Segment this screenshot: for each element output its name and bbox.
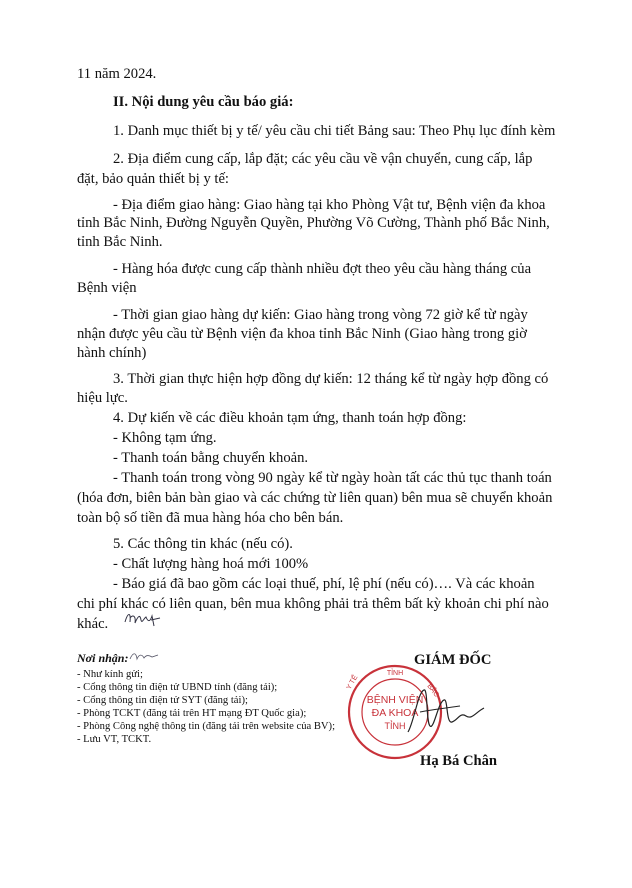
recipient-item: - Phòng TCKT (đăng tải trên HT mạng ĐT Quốc gia); bbox=[77, 708, 307, 719]
item-4: 4. Dự kiến về các điều khoản tạm ứng, thanh toán hợp đồng: bbox=[113, 410, 467, 426]
date-line: 11 năm 2024. bbox=[77, 66, 157, 82]
price-includes-line1: - Báo giá đã bao gồm các loại thuế, phí, lệ phí (nếu có)…. Và các khoản bbox=[113, 576, 535, 592]
director-signature bbox=[400, 682, 490, 752]
no-advance: - Không tạm ứng. bbox=[113, 430, 217, 446]
item-2-line1: 2. Địa điểm cung cấp, lắp đặt; các yêu cầu về vận chuyển, cung cấp, lắp bbox=[113, 151, 533, 167]
recipient-item: - Phòng Công nghệ thông tin (đăng tải trên website của BV); bbox=[77, 721, 336, 732]
payment-term-line3: toàn bộ số tiền đã mua hàng hóa cho bên bán. bbox=[77, 510, 344, 526]
delivery-time-line3: hành chính) bbox=[77, 345, 147, 361]
recipients-initials bbox=[128, 649, 162, 663]
delivery-time-line2: nhận được yêu cầu từ Bệnh viện đa khoa tỉnh Bắc Ninh (Giao hàng trong giờ bbox=[77, 326, 527, 342]
stamp-top-text: TỈNH bbox=[386, 670, 404, 677]
price-includes-line2: chi phí khác có liên quan, bên mua không phải trả thêm bất kỳ khoản chi phí nào bbox=[77, 596, 549, 612]
price-includes-line3: khác. bbox=[77, 616, 109, 632]
stamp-line1: BỆNH VIỆN bbox=[366, 694, 424, 706]
item-3-line2: hiệu lực. bbox=[77, 390, 128, 406]
item-5: 5. Các thông tin khác (nếu có). bbox=[113, 536, 293, 552]
section-title: II. Nội dung yêu cầu báo giá: bbox=[113, 94, 294, 110]
stamp-left-text: Y TẾ bbox=[345, 674, 360, 691]
recipient-item: - Như kính gửi; bbox=[77, 669, 143, 680]
payment-term-line1: - Thanh toán trong vòng 90 ngày kể từ ngày hoàn tất các thủ tục thanh toán bbox=[113, 470, 552, 486]
recipient-item: - Lưu VT, TCKT. bbox=[77, 734, 152, 745]
item-1: 1. Danh mục thiết bị y tế/ yêu cầu chi tiết Bảng sau: Theo Phụ lục đính kèm bbox=[113, 123, 556, 139]
recipients-title: Nơi nhận: bbox=[77, 651, 129, 665]
delivery-place-line3: tỉnh Bắc Ninh. bbox=[77, 234, 163, 250]
goods-supply-line2: Bệnh viện bbox=[77, 280, 137, 296]
stamp-line2: ĐA KHOA bbox=[371, 707, 419, 719]
quality-line: - Chất lượng hàng hoá mới 100% bbox=[113, 556, 309, 572]
stamp-line3: TỈNH bbox=[384, 721, 406, 731]
item-2-line2: đặt, bảo quản thiết bị y tế: bbox=[77, 171, 229, 187]
stamp-right-text: BẮC bbox=[425, 682, 440, 699]
signer-name: Hạ Bá Chân bbox=[420, 753, 498, 769]
transfer-payment: - Thanh toán bằng chuyển khoản. bbox=[113, 450, 309, 466]
initials-signature bbox=[122, 608, 166, 630]
item-3-line1: 3. Thời gian thực hiện hợp đồng dự kiến: 12 tháng kể từ ngày hợp đồng có bbox=[113, 371, 549, 387]
delivery-place-line2: tỉnh Bắc Ninh, Đường Nguyễn Quyền, Phường Võ Cường, Thành phố Bắc Ninh, bbox=[77, 215, 550, 231]
delivery-place-line1: - Địa điểm giao hàng: Giao hàng tại kho Phòng Vật tư, Bệnh viện đa khoa bbox=[113, 197, 546, 213]
recipient-item: - Cổng thông tin điện tử SYT (đăng tải); bbox=[77, 695, 248, 706]
payment-term-line2: (hóa đơn, biên bản bàn giao và các chứng từ liên quan) bên mua sẽ chuyển khoản bbox=[77, 490, 553, 506]
delivery-time-line1: - Thời gian giao hàng dự kiến: Giao hàng trong vòng 72 giờ kể từ ngày bbox=[113, 307, 528, 323]
signer-position: GIÁM ĐỐC bbox=[414, 652, 492, 668]
recipient-item: - Cổng thông tin điện tử UBND tỉnh (đăng tải); bbox=[77, 682, 278, 693]
goods-supply-line1: - Hàng hóa được cung cấp thành nhiều đợt theo yêu cầu hàng tháng của bbox=[113, 261, 532, 277]
